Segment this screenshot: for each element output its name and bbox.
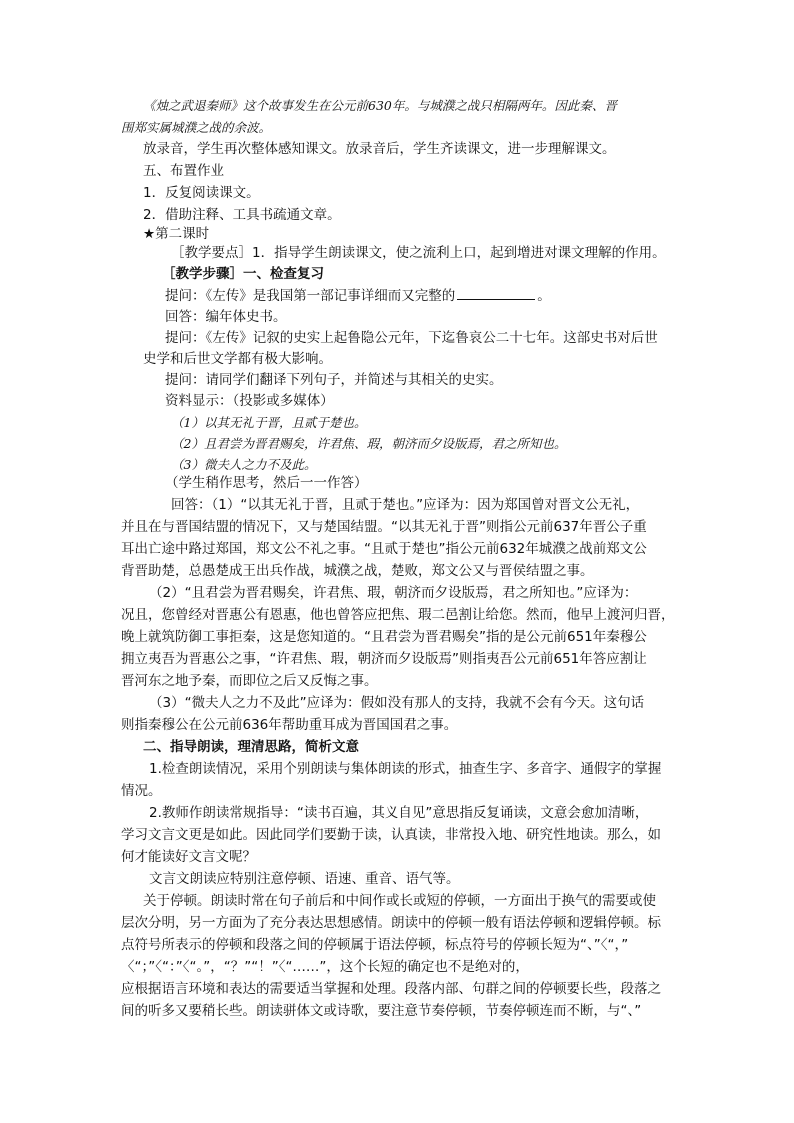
answer-2-line-5: 晋河东之地予秦，而即位之后又反悔之事。	[121, 673, 378, 689]
think-note: （学生稍作思考，然后一一作答）	[165, 475, 368, 491]
intro-line-1: 《烛之武退秦师》这个故事发生在公元前630年。与城濮之战只相隔两年。因此秦、晋	[143, 98, 617, 113]
section-2-p2-line-3: 何才能读好文言文呢？	[121, 849, 256, 865]
homework-item-1: 1．反复阅读课文。	[143, 185, 260, 201]
question-1-end: 。	[537, 288, 551, 304]
section-2-heading: 二、指导朗读，理清思路，简析文意	[143, 739, 359, 755]
question-3: 提问：请同学们翻译下列句子，并简述与其相关的史实。	[165, 372, 503, 388]
section-2-p4-line-4: 〈“；”〈“：”〈“。”，“？”“！”〈“……”，这个长短的确定也不是绝对的，	[121, 959, 529, 975]
section-2-p4-line-1: 关于停顿。朗读时常在句子前后和中间作或长或短的停顿，一方面出于换气的需要或使	[143, 893, 656, 909]
answer-1: 回答：编年体史书。	[165, 309, 287, 325]
answer-1-line-4: 背晋助楚，总愚楚成王出兵作战，城濮之战，楚败，郑文公又与晋侯结盟之事。	[121, 563, 594, 579]
section-2-p1-line-1: 1.检查朗读情况，采用个别朗读与集体朗读的形式，抽查生字、多音字、通假字的掌握	[149, 761, 662, 777]
answer-1-line-3: 耳出亡途中路过郑国，郑文公不礼之事。“且贰于楚也”指公元前632年城濮之战前郑文公	[121, 541, 647, 557]
question-2-line-2: 史学和后世文学都有极大影响。	[143, 351, 332, 367]
section-2-p1-line-2: 情况。	[121, 783, 162, 799]
material-display: 资料显示：（投影或多媒体）	[165, 393, 334, 409]
answer-2-line-2: 况且，您曾经对晋惠公有恩惠，他也曾答应把焦、瑕二邑割让给您。然而，他早上渡河归晋，	[121, 607, 675, 623]
fill-in-blank	[457, 287, 535, 300]
homework-item-2: 2．借助注释、工具书疏通文章。	[143, 207, 341, 223]
answer-1-line-2: 并且在与晋国结盟的情况下，又与楚国结盟。“以其无礼于晋”则指公元前637年晋公子重	[121, 519, 647, 535]
sentence-3: （3）微夫人之力不及此。	[171, 457, 317, 472]
question-1	[165, 286, 551, 306]
sentence-1: （1）以其无礼于晋，且贰于楚也。	[171, 415, 367, 430]
recording-paragraph: 放录音，学生再次整体感知课文。放录音后，学生齐读课文，进一步理解课文。	[143, 141, 616, 157]
section-2-p2-line-1: 2.教师作朗读常规指导：“读书百遍，其义自见”意思指反复诵读，文意会愈加清晰，	[149, 805, 649, 821]
teaching-key-points: ［教学要点］1．指导学生朗读课文，使之流利上口，起到增进对课文理解的作用。	[171, 245, 666, 261]
teaching-steps-heading: ［教学步骤］一、检查复习	[162, 266, 324, 282]
question-1-text: 提问：《左传》是我国第一部记事详细而又完整的	[165, 288, 456, 304]
section-2-p4-line-5: 应根据语言环境和表达的需要适当掌握和处理。段落内部、句群之间的停顿要长些，段落之	[121, 981, 661, 997]
section-2-p3: 文言文朗读应特别注意停顿、语速、重音、语气等。	[149, 871, 460, 887]
sentence-2: （2）且君尝为晋君赐矣，许君焦、瑕，朝济而夕设版焉，君之所知也。	[171, 436, 567, 451]
intro-line-2: 围郑实属城濮之战的余波。	[121, 120, 272, 135]
answer-2-line-1: （2）“且君尝为晋君赐矣，许君焦、瑕，朝济而夕设版焉，君之所知也。”应译为：	[149, 585, 638, 601]
section-2-p2-line-2: 学习文言文更是如此。因此同学们要勤于读，认真读，非常投入地、研究性地读。那么，如	[121, 827, 661, 843]
question-2-line-1: 提问：《左传》记叙的史实上起鲁隐公元年，下迄鲁哀公二十七年。这部史书对后世	[165, 330, 658, 346]
answer-2-line-3: 晚上就筑防御工事拒秦，这是您知道的。“且君尝为晋君赐矣”指的是公元前651年秦穆公	[121, 629, 647, 645]
section-2-p4-line-2: 层次分明，另一方面为了充分表达思想感情。朗读中的停顿一般有语法停顿和逻辑停顿。标	[121, 915, 661, 931]
second-lesson-label: ★第二课时	[143, 226, 210, 242]
section-2-p4-line-3: 点符号所表示的停顿和段落之间的停顿属于语法停顿，标点符号的停顿长短为“、”〈“，”	[121, 937, 629, 953]
homework-title: 五、布置作业	[143, 163, 224, 179]
answer-1-line-1: 回答：（1）“以其无礼于晋，且贰于楚也。”应译为：因为郑国曾对晋文公无礼，	[171, 497, 640, 513]
answer-3-line-1: （3）“微夫人之力不及此”应译为：假如没有那人的支持，我就不会有今天。这句话	[149, 695, 645, 711]
answer-3-line-2: 则指秦穆公在公元前636年帮助重耳成为晋国国君之事。	[121, 717, 458, 733]
section-2-p4-line-6: 间的听多又要稍长些。朗读骈体文或诗歌，要注意节奏停顿，节奏停顿连而不断，与“、”	[121, 1003, 642, 1019]
answer-2-line-4: 拥立夷吾为晋惠公之事，“许君焦、瑕，朝济而夕设版焉”则指夷吾公元前651年答应割让	[121, 651, 647, 667]
